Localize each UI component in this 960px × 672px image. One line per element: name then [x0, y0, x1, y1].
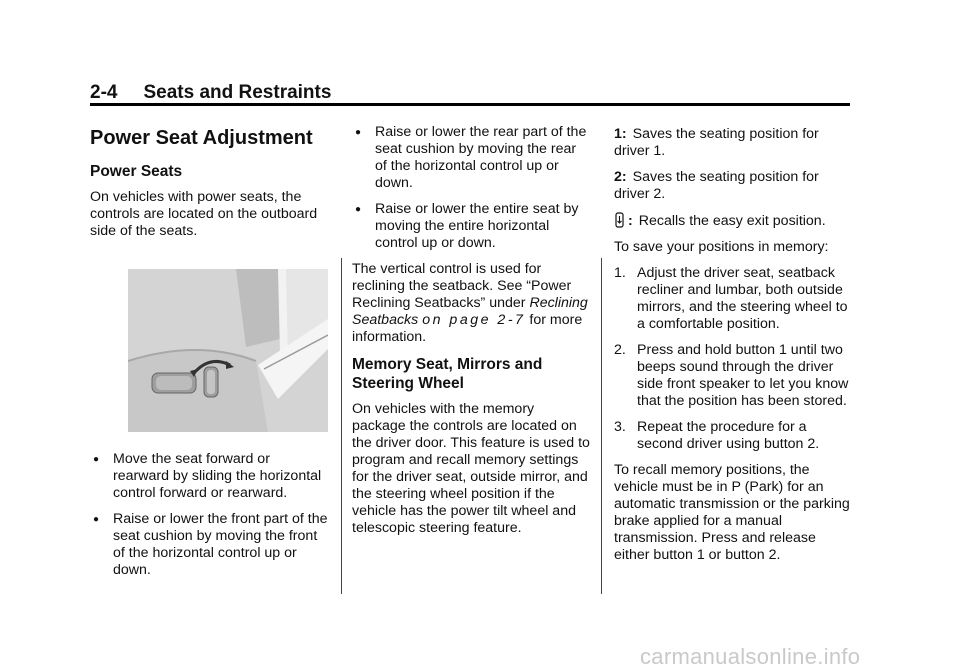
- button-1-description: 1: Saves the seating position for driver 1.: [614, 126, 819, 159]
- recline-paragraph: The vertical control is used for reclining the seatback. See “Power Reclining Seatbacks” under Reclining Seatbacks on page 2-7 for more information.: [352, 261, 588, 345]
- memory-paragraph: On vehicles with the memory package the controls are located on the driver door. This feature is used to program and recall memory settings for the driver seat, outside mirror, and the steering wheel position if the vehicle has the power tilt wheel and telescopic steering feature.: [352, 401, 590, 536]
- memory-heading: Memory Seat, Mirrors and Steering Wheel: [352, 356, 543, 392]
- button-2-description: 2: Saves the seating position for driver 2.: [614, 169, 819, 202]
- seat-controls-illustration: [128, 269, 328, 432]
- column-divider-right: [601, 258, 602, 594]
- easy-exit-seat-icon: [614, 212, 626, 228]
- step-item: 2. Press and hold button 1 until two beeps sound through the driver side front speaker to let you know that the position has been stored.: [614, 342, 849, 409]
- bullet-icon: ●: [93, 454, 100, 465]
- bullet-icon: ●: [355, 204, 362, 215]
- step-item: 3. Repeat the procedure for a second driver using button 2.: [614, 419, 820, 452]
- intro-paragraph: On vehicles with power seats, the controls are located on the outboard side of the seats.: [90, 189, 318, 239]
- bullet-item: ● Raise or lower the entire seat by moving the entire horizontal control up or down.: [355, 201, 579, 251]
- page-header: [90, 82, 331, 104]
- bullet-item: ● Raise or lower the rear part of the seat cushion by moving the rear of the horizontal control up or down.: [355, 124, 587, 191]
- column-2: [352, 124, 590, 546]
- watermark: carmanualsonline.info: [640, 644, 861, 669]
- column-divider-left: [341, 258, 342, 594]
- column-3: [614, 126, 852, 573]
- save-intro: To save your positions in memory:: [614, 239, 829, 255]
- section-title: Seats and Restraints: [143, 82, 332, 103]
- section-heading: Power Seat Adjustment: [90, 127, 313, 149]
- page-reference-link[interactable]: on page 2-7: [422, 312, 526, 328]
- bullet-item: ● Move the seat forward or rearward by sliding the horizontal control forward or rearward.: [93, 451, 322, 501]
- easy-exit-description: : Recalls the easy exit position.: [614, 212, 852, 230]
- column-1: [90, 126, 328, 588]
- header-rule: [90, 103, 850, 106]
- bullet-icon: ●: [93, 514, 100, 525]
- bullet-item: ● Raise or lower the front part of the seat cushion by moving the front of the horizontal control up or down.: [93, 511, 328, 578]
- subsection-heading: Power Seats: [90, 163, 183, 180]
- step-item: 1. Adjust the driver seat, seatback recliner and lumbar, both outside mirrors, and the steering wheel to a comfortable position.: [614, 265, 848, 332]
- page-number: 2-4: [90, 82, 118, 103]
- recline-reference[interactable]: Reclining Seatbacks: [352, 295, 588, 328]
- recall-paragraph: To recall memory positions, the vehicle must be in P (Park) for an automatic transmission or the parking brake applied for a manual transmission. Press and release either button 1 or button 2.: [614, 462, 850, 563]
- bullet-icon: ●: [355, 127, 362, 138]
